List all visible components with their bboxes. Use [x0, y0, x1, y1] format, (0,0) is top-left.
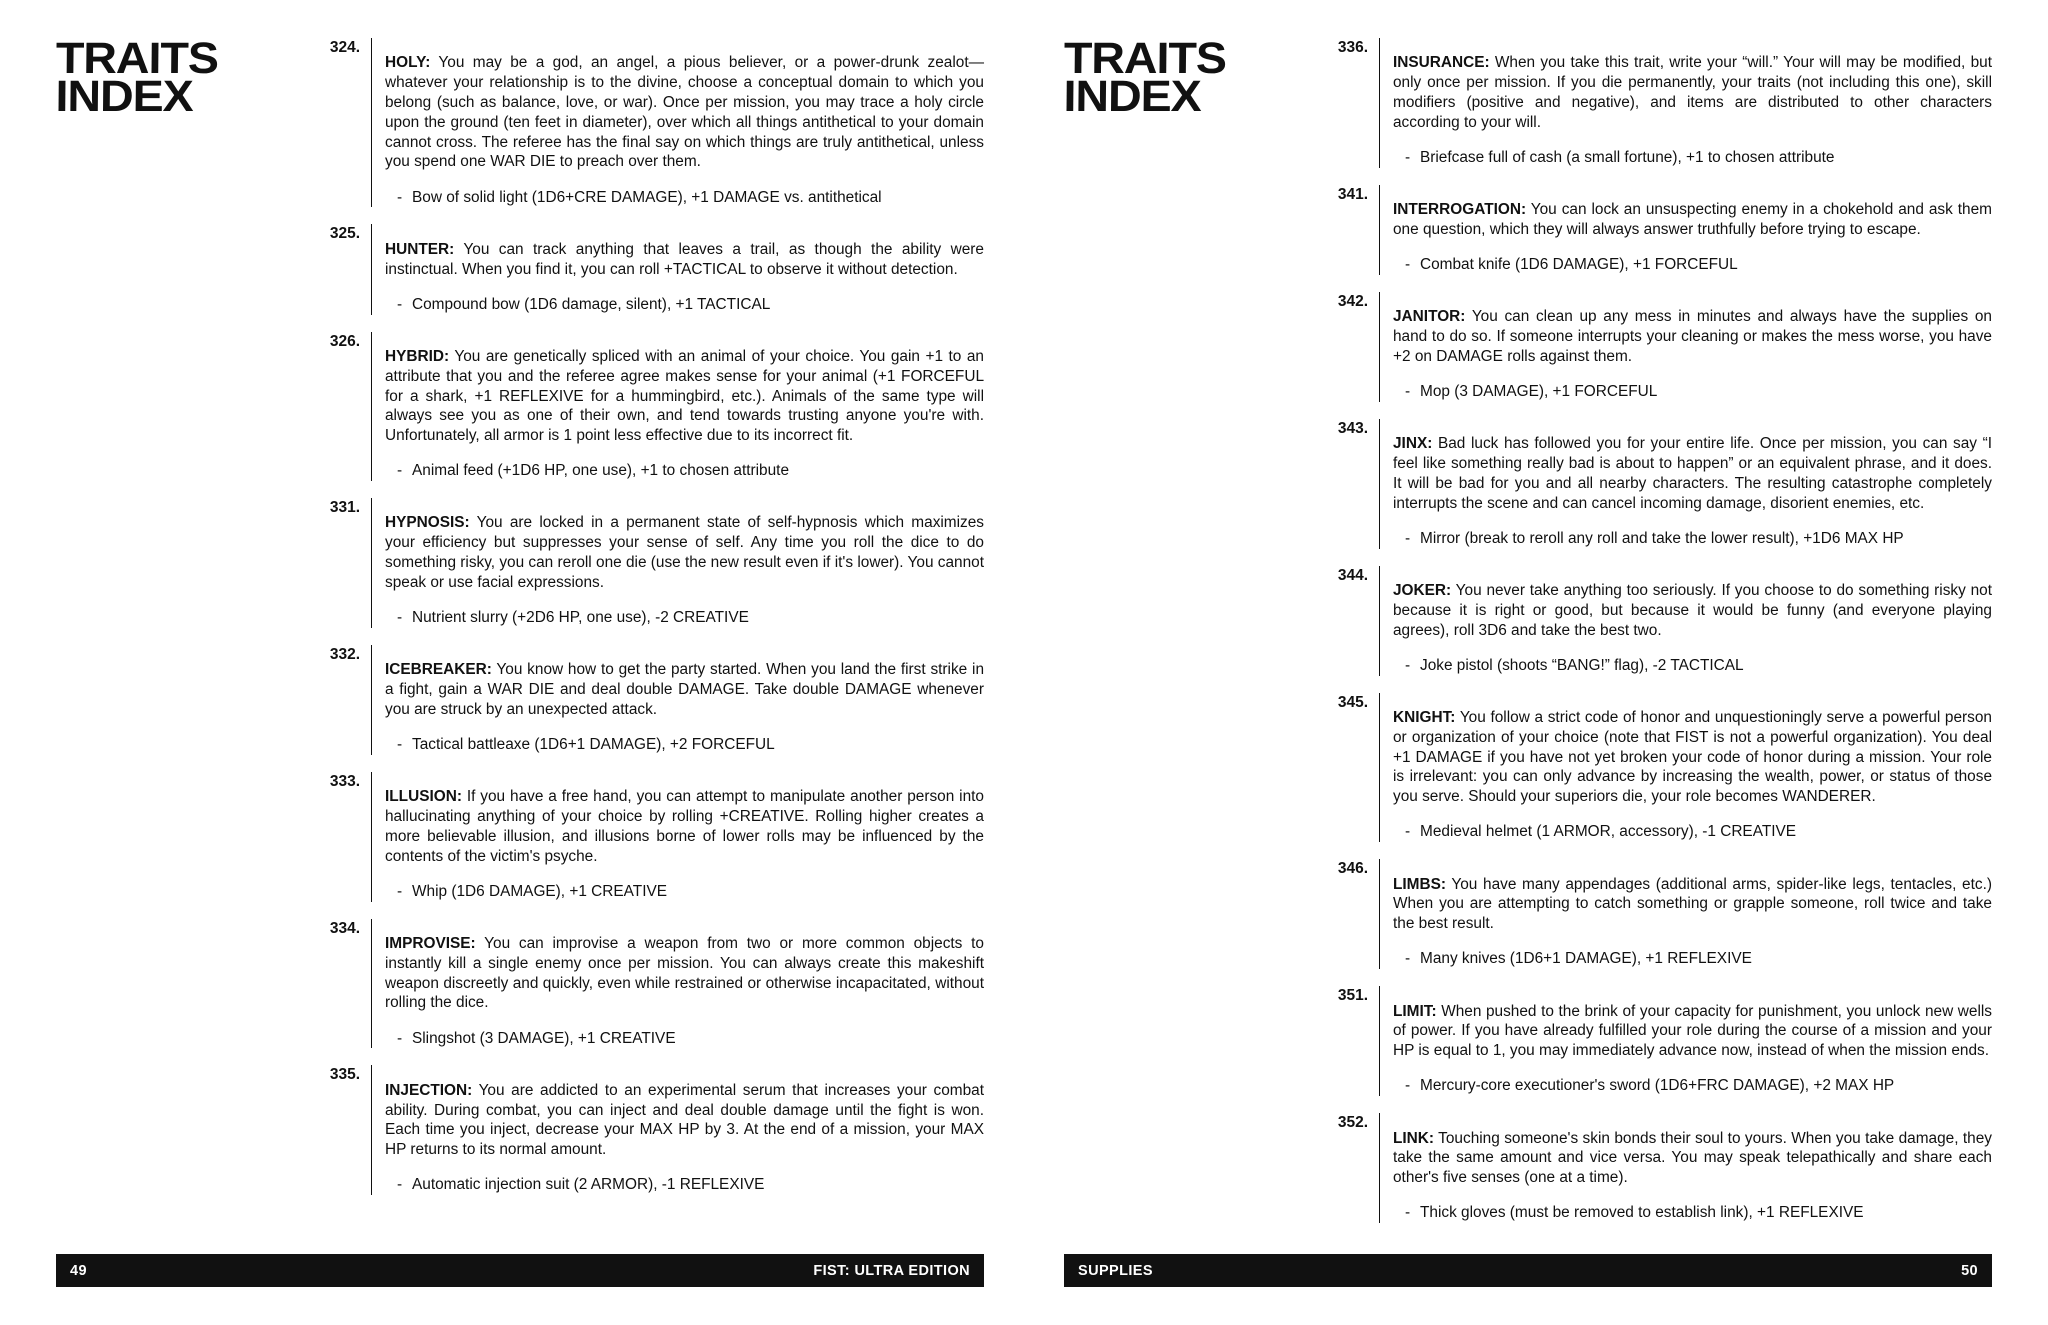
page-header-left: [55, 34, 308, 1195]
trait-entry: [312, 645, 984, 755]
page-number: 50: [1961, 1262, 1978, 1279]
trait-item-list: [385, 735, 984, 755]
trait-name: LIMIT:: [1393, 1002, 1437, 1020]
trait-item: - Whip (1D6 DAMAGE), +1 CREATIVE: [385, 882, 984, 902]
trait-description: [1393, 200, 1992, 240]
trait-body: [1379, 1113, 1992, 1223]
trait-body: [1379, 566, 1992, 676]
trait-description: [1393, 434, 1992, 513]
trait-item-list: [1393, 656, 1992, 676]
trait-number: 351.: [1337, 987, 1368, 1005]
trait-body: [371, 38, 984, 207]
trait-body: [1379, 986, 1992, 1096]
page-title: TRAITS INDEX: [1063, 34, 1227, 121]
trait-item: - Compound bow (1D6 damage, silent), +1 TACTICAL: [385, 295, 984, 315]
trait-number: 334.: [329, 919, 360, 937]
trait-description: [385, 934, 984, 1013]
trait-description: [385, 787, 984, 866]
trait-entry: [1320, 185, 1992, 275]
trait-item: - Tactical battleaxe (1D6+1 DAMAGE), +2 FORCEFUL: [385, 735, 984, 755]
trait-item: - Bow of solid light (1D6+CRE DAMAGE), +1 DAMAGE vs. antithetical: [385, 188, 984, 208]
trait-name: KNIGHT:: [1393, 709, 1456, 727]
trait-item-list: [1393, 148, 1992, 168]
page-footer-right: [1064, 1254, 1992, 1287]
trait-description: [1393, 307, 1992, 366]
trait-entry: [1320, 859, 1992, 969]
trait-text: You have many appendages (additional arms, spider-like legs, tentacles, etc.) When you are attempting to catch something or grapple someone, roll twice and take the best result.: [1393, 875, 1992, 933]
page-number: 49: [70, 1262, 87, 1279]
trait-description: [1393, 53, 1992, 132]
trait-body: [1379, 859, 1992, 969]
trait-name: INSURANCE:: [1393, 54, 1490, 72]
trait-item: - Many knives (1D6+1 DAMAGE), +1 REFLEXIVE: [1393, 949, 1992, 969]
trait-entry: [1320, 419, 1992, 549]
trait-name: JINX:: [1393, 435, 1433, 453]
page-header-right: [1063, 34, 1316, 1223]
trait-text: When pushed to the brink of your capacity for punishment, you unlock new wells of power. If you have already fulfilled your role during the course of a mission and your HP is equal to 1, you may immediately advance now, instead of when the mission ends.: [1393, 1002, 1992, 1060]
trait-name: ILLUSION:: [385, 788, 462, 806]
trait-text: You know how to get the party started. When you land the first strike in a fight, gain a WAR DIE and deal double DAMAGE. Take double DAMAGE whenever you are struck by an unexpected attack.: [385, 661, 984, 718]
trait-name: LINK:: [1393, 1129, 1435, 1147]
trait-item-list: [385, 295, 984, 315]
trait-entry: [312, 498, 984, 628]
trait-entry: [312, 1065, 984, 1195]
trait-text: If you have a free hand, you can attempt to manipulate another person into hallucinating anything of your choice by rolling +CREATIVE. Rolling higher creates a more believable illusion, and illusions borne of lower rolls may be influenced by the contents of the victim's psyche.: [385, 788, 984, 865]
trait-entry: [1320, 986, 1992, 1096]
trait-text: You can improvise a weapon from two or more common objects to instantly kill a single enemy once per mission. You can always create this makeshift weapon discreetly and quickly, even while restrained or otherwise incapacitated, without rolling the dice.: [385, 934, 984, 1012]
trait-text: You are addicted to an experimental serum that increases your combat ability. During combat, you can inject and deal double damage until the fight is won. Each time you inject, decrease your MAX HP by 3. At the end of a mission, your MAX HP returns to its normal amount.: [385, 1081, 984, 1159]
trait-entry: [1320, 693, 1992, 843]
trait-item-list: [1393, 382, 1992, 402]
trait-text: You can lock an unsuspecting enemy in a chokehold and ask them one question, which they will always answer truthfully before trying to escape.: [1393, 201, 1992, 238]
trait-description: [385, 1081, 984, 1160]
trait-name: INTERROGATION:: [1393, 201, 1527, 219]
trait-item-list: [385, 461, 984, 481]
trait-name: JOKER:: [1393, 582, 1452, 600]
page-footer-left: [56, 1254, 984, 1287]
trait-number: 331.: [329, 499, 360, 517]
trait-number: 325.: [329, 225, 360, 243]
trait-number: 326.: [329, 332, 360, 350]
trait-text: You never take anything too seriously. If you choose to do something risky not because it is right or good, but because it would be funny (and everyone playing agrees), roll 3D6 and take the best two.: [1393, 582, 1992, 639]
trait-number: 333.: [329, 772, 360, 790]
trait-item: - Medieval helmet (1 ARMOR, accessory), -1 CREATIVE: [1393, 822, 1992, 842]
trait-name: HYBRID:: [385, 347, 450, 365]
trait-body: [1379, 419, 1992, 549]
trait-number: 345.: [1337, 693, 1368, 711]
trait-entry-list-right: [1316, 38, 1992, 1223]
trait-entry-list-left: [308, 38, 984, 1195]
trait-text: When you take this trait, write your “will.” Your will may be modified, but only once per mission. If you die permanently, your traits (not including this one), skill modifiers (positive and negative), and items are distributed to other characters according to your will.: [1393, 54, 1992, 131]
trait-item-list: [385, 1175, 984, 1195]
trait-number: 324.: [329, 39, 360, 56]
trait-number: 341.: [1337, 185, 1368, 203]
trait-item-list: [1393, 255, 1992, 275]
trait-entry: [312, 224, 984, 314]
trait-description: [1393, 581, 1992, 640]
trait-text: You can clean up any mess in minutes and always have the supplies on hand to do so. If someone interrupts your cleaning or makes the mess worse, you have +2 on DAMAGE rolls against them.: [1393, 308, 1992, 365]
trait-name: ICEBREAKER:: [385, 661, 492, 679]
trait-text: Bad luck has followed you for your entire life. Once per mission, you can say “I feel like something really bad is about to happen” or an equivalent phrase, and it does. It will be bad for you and all nearby characters. The resulting catastrophe completely interrupts the scene and can cancel incoming damage, disorient enemies, etc.: [1393, 435, 1992, 512]
trait-item-list: [1393, 1076, 1992, 1096]
trait-item: - Mercury-core executioner's sword (1D6+FRC DAMAGE), +2 MAX HP: [1393, 1076, 1992, 1096]
trait-number: 343.: [1337, 419, 1368, 437]
trait-item: - Joke pistol (shoots “BANG!” flag), -2 TACTICAL: [1393, 656, 1992, 676]
trait-text: You may be a god, an angel, a pious believer, or a power-drunk zealot—whatever your relationship is to the divine, choose a conceptual domain to which you belong (such as balance, love, or war). Once per mission, you may trace a holy circle upon the ground (ten feet in diameter), over which all things antithetical to your domain cannot cross. The referee has the final say on which things are truly antithetical, unless you spend one WAR DIE to preach over them.: [385, 54, 984, 171]
trait-body: [1379, 693, 1992, 843]
trait-entry: [312, 919, 984, 1049]
trait-item-list: [1393, 1203, 1992, 1223]
trait-text: Touching someone's skin bonds their soul to yours. When you take damage, they take the same amount and vice versa. You may speak telepathically and share each other's five senses (one at a time).: [1393, 1129, 1992, 1187]
trait-body: [371, 224, 984, 314]
trait-entry: [312, 772, 984, 902]
trait-item: - Thick gloves (must be removed to establish link), +1 REFLEXIVE: [1393, 1203, 1992, 1223]
trait-description: [385, 53, 984, 172]
trait-name: LIMBS:: [1393, 875, 1447, 893]
trait-body: [371, 332, 984, 482]
trait-name: HYPNOSIS:: [385, 514, 470, 532]
trait-text: You are locked in a permanent state of self-hypnosis which maximizes your efficiency but suppresses your sense of self. Any time you roll the dice to do something risky, you can reroll one die (use the new result even if it's lower). You cannot speak or use facial expressions.: [385, 514, 984, 591]
trait-number: 335.: [329, 1066, 360, 1084]
trait-item: - Animal feed (+1D6 HP, one use), +1 to chosen attribute: [385, 461, 984, 481]
trait-item: - Briefcase full of cash (a small fortune), +1 to chosen attribute: [1393, 148, 1992, 168]
trait-entry: [312, 332, 984, 482]
trait-item-list: [385, 608, 984, 628]
trait-name: HUNTER:: [385, 240, 455, 258]
trait-entry: [1320, 566, 1992, 676]
section-title: SUPPLIES: [1078, 1262, 1153, 1279]
trait-number: 344.: [1337, 566, 1368, 584]
trait-entry: [1320, 38, 1992, 168]
trait-description: [385, 660, 984, 719]
trait-description: [1393, 708, 1992, 807]
trait-number: 346.: [1337, 860, 1368, 878]
trait-description: [385, 347, 984, 446]
trait-body: [371, 1065, 984, 1195]
trait-item-list: [1393, 529, 1992, 549]
trait-name: JANITOR:: [1393, 308, 1466, 326]
trait-entry: [1320, 1113, 1992, 1223]
trait-item: - Nutrient slurry (+2D6 HP, one use), -2 CREATIVE: [385, 608, 984, 628]
trait-description: [1393, 875, 1992, 934]
page-title: TRAITS INDEX: [55, 34, 219, 121]
trait-body: [1379, 38, 1992, 168]
book-title: FIST: ULTRA EDITION: [813, 1262, 970, 1279]
trait-item: - Combat knife (1D6 DAMAGE), +1 FORCEFUL: [1393, 255, 1992, 275]
trait-text: You follow a strict code of honor and unquestioningly serve a powerful person or organization of your choice (note that FIST is not a powerful organization). You deal +1 DAMAGE if you have not yet broken your code of honor during a mission. Your role is irrelevant: you can only advance by increasing the wealth, power, or status of those you serve. Should your superiors die, your role becomes WANDERER.: [1393, 709, 1992, 806]
trait-item-list: [385, 882, 984, 902]
trait-text: You can track anything that leaves a trail, as though the ability were instinctual. When you find it, you can roll +TACTICAL to observe it without detection.: [385, 240, 984, 278]
trait-description: [385, 240, 984, 280]
trait-item-list: [385, 1029, 984, 1049]
trait-body: [1379, 185, 1992, 275]
page-right: [1024, 0, 2048, 1325]
trait-item: - Mirror (break to reroll any roll and take the lower result), +1D6 MAX HP: [1393, 529, 1992, 549]
trait-item: - Automatic injection suit (2 ARMOR), -1 REFLEXIVE: [385, 1175, 984, 1195]
trait-text: You are genetically spliced with an animal of your choice. You gain +1 to an attribute that you and the referee agree makes sense for your animal (+1 FORCEFUL for a shark, +1 REFLEXIVE for a hummingbird, etc.). Animals of the same type will always see you as one of their own, and tend towards trusting anyone you're with. Unfortunately, all armor is 1 point less effective due to its incorrect fit.: [385, 347, 984, 445]
trait-description: [1393, 1129, 1992, 1188]
trait-body: [371, 645, 984, 755]
trait-item-list: [1393, 822, 1992, 842]
trait-body: [371, 919, 984, 1049]
trait-name: IMPROVISE:: [385, 934, 476, 952]
trait-number: 352.: [1337, 1114, 1368, 1132]
trait-body: [371, 772, 984, 902]
trait-item: - Mop (3 DAMAGE), +1 FORCEFUL: [1393, 382, 1992, 402]
trait-body: [1379, 292, 1992, 402]
trait-number: 336.: [1337, 39, 1368, 56]
trait-body: [371, 498, 984, 628]
trait-number: 342.: [1337, 292, 1368, 310]
trait-name: INJECTION:: [385, 1081, 473, 1099]
trait-entry: [1320, 292, 1992, 402]
trait-item-list: [385, 188, 984, 208]
trait-item-list: [1393, 949, 1992, 969]
trait-entry: [312, 38, 984, 207]
trait-description: [1393, 1002, 1992, 1061]
trait-description: [385, 513, 984, 592]
trait-name: HOLY:: [385, 54, 431, 72]
trait-number: 332.: [329, 645, 360, 663]
trait-item: - Slingshot (3 DAMAGE), +1 CREATIVE: [385, 1029, 984, 1049]
